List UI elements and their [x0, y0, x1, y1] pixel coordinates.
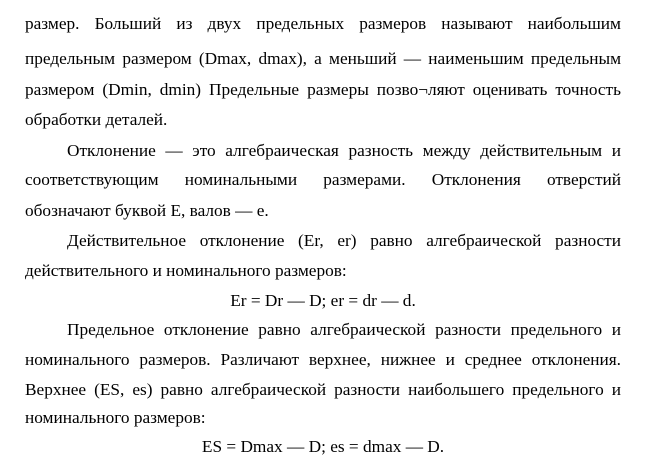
formula: Er = Dr — D; er = dr — d.: [230, 291, 416, 310]
formula: ES = Dmax — D; es = dmax — D.: [201, 437, 445, 456]
text-line: обработки деталей.: [25, 110, 168, 129]
text-line: предельным размером (Dmax, dmax), а меньший — наименьшим предельным: [25, 49, 621, 68]
text-line: размером (Dmin, dmin) Предельные размеры позво¬ляют оценивать точность: [25, 80, 621, 99]
paragraph-first-line: Действительное отклонение (Er, er) равно алгебраической разности: [67, 231, 621, 250]
text-line: Верхнее (ES, es) равно алгебраической разности наибольшего предельного и: [25, 380, 621, 399]
paragraph-first-line: Отклонение — это алгебраическая разность между действительным и: [67, 141, 621, 160]
text-line: размер. Больший из двух предельных размеров называют наибольшим: [25, 14, 621, 33]
text-line: номинального размеров. Различают верхнее, нижнее и среднее отклонения.: [25, 350, 621, 369]
text-line: номинального размеров:: [25, 408, 206, 427]
text-line: обозначают буквой E, валов — e.: [25, 201, 269, 220]
text-line: соответствующим номинальными размерами. Отклонения отверстий: [25, 170, 621, 189]
paragraph-first-line: Предельное отклонение равно алгебраической разности предельного и: [67, 320, 621, 339]
text-line: действительного и номинального размеров:: [25, 261, 347, 280]
